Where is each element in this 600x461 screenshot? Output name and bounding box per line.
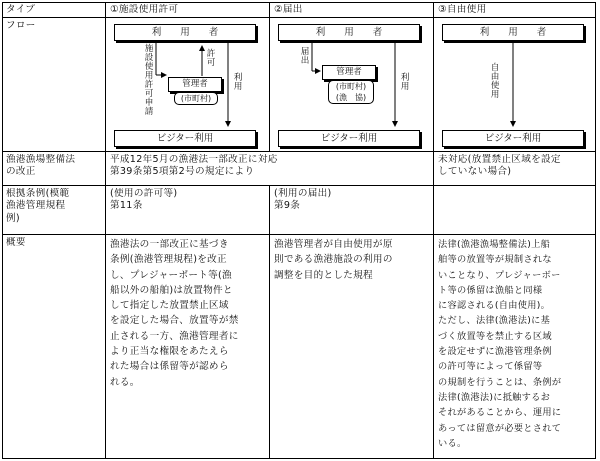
grid-line [2,458,596,459]
row-label-basis-ordinance: 根拠条例(模範 漁港管理規程 例) [6,188,70,224]
basis-notification: (利用の届出) 第9条 [274,188,332,212]
city-box: (市町村) [174,92,218,105]
header-type: タイプ [6,4,36,15]
grid-line [2,185,596,186]
manager-box: 管理者 [322,65,376,80]
city-label: (市町村) [335,82,367,91]
grid-line [2,151,596,152]
grid-line [2,2,596,3]
use-label: 利用 [400,73,410,92]
grid-line [2,234,596,235]
grid-line [595,2,596,459]
manager-box: 管理者 [168,77,222,92]
permit-application-label: 施設使用許可申請 [144,44,154,117]
notification-label: 届出 [300,47,310,66]
grid-line [2,2,3,459]
city-coop-box [328,80,374,104]
law-revision-permit-notification: 平成12年5月の漁港法一部改正に対応 第39条第5項第2号の規定により [110,154,278,178]
visitor-use-box: ビジター利用 [442,130,584,147]
law-revision-free-use: 未対応(放置禁止区域を設定 していない場合) [438,154,561,178]
basis-permit: (使用の許可等) 第11条 [110,188,178,212]
header-notification: ②届出 [274,4,303,15]
permit-label: 許可 [206,49,216,68]
row-label-summary: 概要 [6,237,26,248]
use-label: 利用 [233,73,243,92]
summary-free-use: 法律(漁港漁場整備法)上船 舶等の放置等が規制されな いことなり、プレジャーボー ト等の係留は漁船と同様 に容認される(自由使用)。 ただし、法律(漁港法)に基 づく放置等を禁止する区域 を設定せずに漁港管理条例 の許可等によって係留等 の規制を行うことは、条例が 法律(漁港法)に抵触するお それがあることから、運用に あっては留意が必要とされて いる。 [438,239,562,449]
free-use-label: 自由使用 [490,63,500,100]
flow-diagram-notification [270,18,433,151]
header-facility-permit: ①施設使用許可 [110,4,179,15]
flow-diagram-permit [106,18,269,151]
comparison-table [2,2,596,458]
row-label-flow: フロー [6,20,36,31]
user-box: 利 用 者 [278,24,420,41]
visitor-use-box: ビジター利用 [114,130,256,147]
header-free-use: ③自由使用 [438,4,487,15]
user-box: 利 用 者 [442,24,584,41]
flow-diagram-free-use [434,18,595,151]
visitor-use-box: ビジター利用 [278,130,420,147]
grid-line [269,185,270,459]
fishery-coop-label: (漁 協) [335,93,367,102]
summary-notification: 漁港管理者が自由使用が原 則である漁港施設の利用の 調整を目的とした規程 [274,239,393,281]
row-label-law-revision: 漁港漁場整備法 の改正 [6,154,76,178]
summary-permit: 漁港法の一部改正に基づき 条例(漁港管理規程)を改正 し、プレジャーボート等(漁 船以外の船舶)は放置物件と して指定した放置禁止区域 を設定した場合、放置等が禁 止される一方、漁港管理者に より正当な権限をあたえら れた場合は係留等が認めら れる。 [110,239,239,388]
user-box: 利 用 者 [114,24,256,41]
